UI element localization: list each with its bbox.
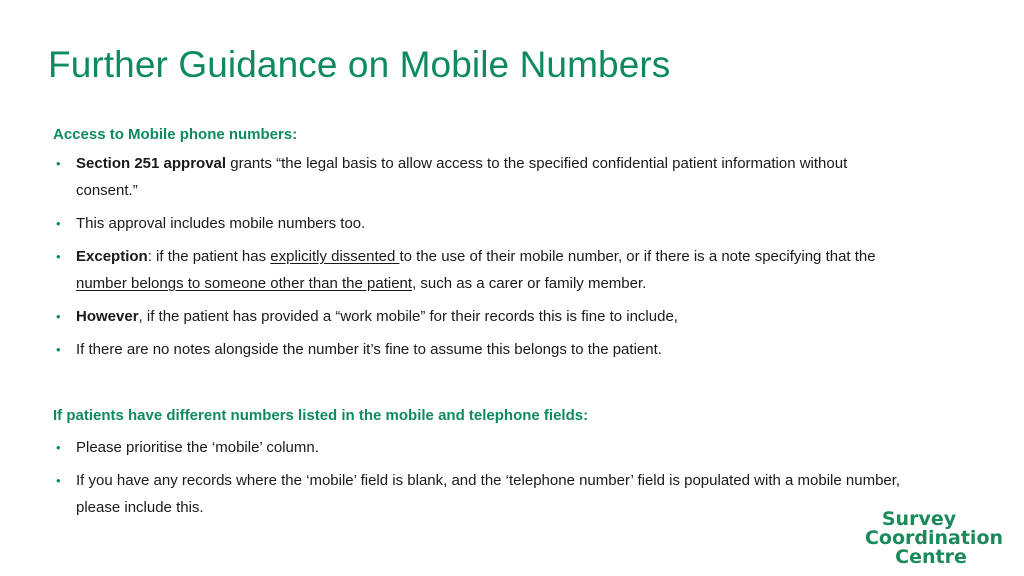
underlined-text: number belongs to someone other than the patient (76, 275, 413, 292)
bullet-text: If there are no notes alongside the number it’s fine to assume this belongs to the patient. (76, 341, 662, 358)
list-item (56, 210, 906, 237)
bullet-icon: • (56, 342, 61, 357)
list-item (56, 150, 906, 204)
underlined-text: explicitly dissented (270, 248, 400, 265)
list-item (56, 467, 906, 521)
numbers-bullet-list (56, 434, 906, 527)
bullet-bold-text: Section 251 approval (76, 155, 227, 172)
bullet-bold-text: Exception (76, 248, 148, 265)
bullet-text: If you have any records where the ‘mobile’ field is blank, and the ‘telephone number’ field is populated with a mobile number, please include this. (76, 472, 901, 516)
bullet-icon: • (56, 309, 61, 324)
list-item (56, 336, 906, 363)
logo-line-2: Coordination (864, 527, 1004, 549)
list-item (56, 434, 906, 461)
bullet-icon: • (56, 216, 61, 231)
bullet-text: , if the patient has provided a “work mobile” for their records this is fine to include, (138, 308, 678, 325)
list-item (56, 303, 906, 330)
bullet-text: grants “the legal basis to allow access to the specified confidential patient information without consent.” (76, 155, 848, 199)
bullet-text: This approval includes mobile numbers too. (76, 215, 366, 232)
bullet-text: Please prioritise the ‘mobile’ column. (76, 439, 319, 456)
bullet-icon: • (56, 440, 61, 455)
logo-line-1: Survey (881, 508, 957, 530)
access-bullet-list (56, 150, 906, 369)
bullet-bold-text: However (76, 308, 139, 325)
bullet-text: : if the patient has (147, 248, 271, 265)
section-heading-access: Access to Mobile phone numbers: (53, 126, 298, 143)
page-title: Further Guidance on Mobile Numbers (48, 44, 671, 85)
bullet-icon: • (56, 156, 61, 171)
logo-line-3: Centre (895, 546, 967, 568)
bullet-text: to the use of their mobile number, or if there is a note specifying that the (399, 248, 876, 265)
bullet-icon: • (56, 249, 61, 264)
survey-coordination-centre-logo (858, 510, 1010, 567)
list-item (56, 243, 906, 297)
section-heading-numbers: If patients have different numbers listed in the mobile and telephone fields: (53, 407, 589, 424)
bullet-text: , such as a carer or family member. (412, 275, 647, 292)
bullet-icon: • (56, 473, 61, 488)
